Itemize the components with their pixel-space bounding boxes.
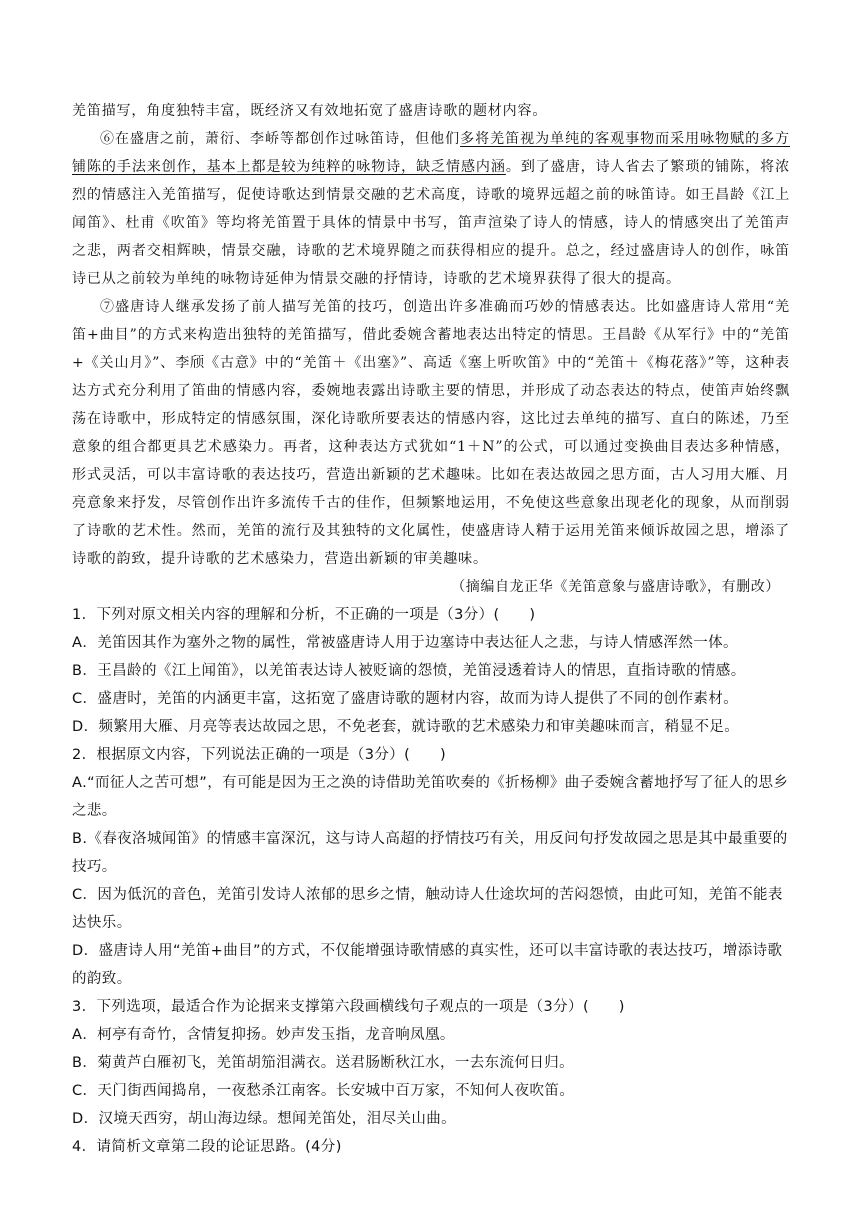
question-3-option-c: C．天门街西闻捣帛，一夜愁杀江南客。长安城中百万家，不知何人夜吹笛。 [72,1083,575,1099]
passage-source: （摘编自龙正华《羌笛意象与盛唐诗歌》，有删改） [451,579,780,595]
passage-paragraph-7: ⑦盛唐诗人继承发扬了前人描写羌笛的技巧，创造出许多准确而巧妙的情感表达。比如盛唐诗人常用“羌笛+曲目”的方式来构造出独特的羌笛描写，借此委婉含蓄地表达出特定的情思。王昌龄《从军行》中的“羌笛+《关山月》”、李颀《古意》中的“羌笛＋《出塞》”、高适《塞上听吹笛》中的“羌笛＋《梅花落》”等，这种表达方式充分利用了笛曲的情感内容，委婉地表露出诗歌主要的情思，并形成了动态表达的特点，使笛声始终飘荡在诗歌中，形成特定的情感氛围，深化诗歌所要表达的情感内容，这比过去单纯的描写、直白的陈述，乃至意象的组合都更具艺术感染力。再者，这种表达方式犹如“1＋N”的公式，可以通过变换曲目表达多种情感，形式灵活，可以丰富诗歌的表达技巧，营造出新颖的艺术趣味。比如在表达故园之思方面，古人习用大雁、月亮意象来抒发，尽管创作出许多流传千古的佳作，但频繁地运用，不免使这些意象出现老化的现象，从而削弱了诗歌的艺术性。然而，羌笛的流行及其独特的文化属性，使盛唐诗人精于运用羌笛来倾诉故园之思，增添了诗歌的韵致，提升诗歌的艺术感染力，营造出新颖的审美趣味。 [72,299,790,567]
question-2-stem: 2．根据原文内容，下列说法正确的一项是（3分）( ) [72,747,447,763]
question-1-option-a: A．羌笛因其作为塞外之物的属性，常被盛唐诗人用于边塞诗中表达征人之悲，与诗人情感浑然一体。 [72,635,738,651]
p6-underlined-sentence: 多将羌笛视为单纯的客观事物而采用咏物赋的多方铺陈的手法来创作，基本上都是较为纯粹的咏物诗，缺乏情感内涵 [72,131,790,175]
passage-paragraph-6 [72,125,790,293]
question-2-option-c: C．因为低沉的音色，羌笛引发诗人浓郁的思乡之情，触动诗人仕途坎坷的苦闷怨愤，由此可知，羌笛不能表达快乐。 [72,887,783,931]
question-3-option-b: B．菊黄芦白雁初飞，羌笛胡笳泪满衣。送君肠断秋江水，一去东流何日归。 [72,1055,575,1071]
question-3-option-a: A．柯亭有奇竹，含情复抑扬。妙声发玉指，龙音响凤凰。 [72,1027,455,1043]
question-1-stem: 1．下列对原文相关内容的理解和分析，不正确的一项是（3分）( ) [72,607,536,623]
question-3-stem: 3．下列选项，最适合作为论据来支撑第六段画横线句子观点的一项是（3分）( ) [72,999,625,1015]
question-2-option-a: A.“而征人之苦可想”，有可能是因为王之涣的诗借助羌笛吹奏的《折杨柳》曲子委婉含蓄地抒写了征人的思乡之悲。 [72,775,789,819]
question-2-option-d: D．盛唐诗人用“羌笛+曲目”的方式，不仅能增强诗歌情感的真实性，还可以丰富诗歌的表达技巧，增添诗歌的韵致。 [72,943,783,987]
question-2-option-b: B.《春夜洛城闻笛》的情感丰富深沉，这与诗人高超的抒情技巧有关，用反问句抒发故园之思是其中最重要的技巧。 [72,831,788,875]
question-1-option-c: C．盛唐时，羌笛的内涵更丰富，这拓宽了盛唐诗歌的题材内容，故而为诗人提供了不同的创作素材。 [72,691,739,707]
p6-before: ⑥在盛唐之前，萧衍、李峤等都创作过咏笛诗，但他们 [100,131,461,147]
p6-after: 。到了盛唐，诗人省去了繁琐的铺陈，将浓烈的情感注入羌笛描写，促使诗歌达到情景交融的艺术高度，诗歌的境界远超之前的咏笛诗。如王昌龄《江上闻笛》、杜甫《吹笛》等均将羌笛置于具体的情景中书写，笛声渲染了诗人的情感，诗人的情感突出了羌笛声之悲，两者交相辉映，情景交融，诗歌的艺术境界随之而获得相应的提升。总之，经过盛唐诗人的创作，咏笛诗已从之前较为单纯的咏物诗延伸为情景交融的抒情诗，诗歌的艺术境界获得了很大的提高。 [72,159,790,287]
passage-intro-line: 羌笛描写，角度独特丰富，既经济又有效地拓宽了盛唐诗歌的题材内容。 [72,103,548,119]
question-1-option-d: D．频繁用大雁、月亮等表达故园之思，不免老套，就诗歌的艺术感染力和审美趣味而言，稍显不足。 [72,719,740,735]
question-4-stem: 4．请简析文章第二段的论证思路。(4分) [72,1139,342,1155]
question-1-option-b: B．王昌龄的《江上闻笛》，以羌笛表达诗人被贬谪的怨愤，羌笛浸透着诗人的情思，直指诗歌的情感。 [72,663,746,679]
page-body [72,97,790,1161]
question-3-option-d: D．汉境天西穷，胡山海边绿。想闻羌笛处，泪尽关山曲。 [72,1111,457,1127]
